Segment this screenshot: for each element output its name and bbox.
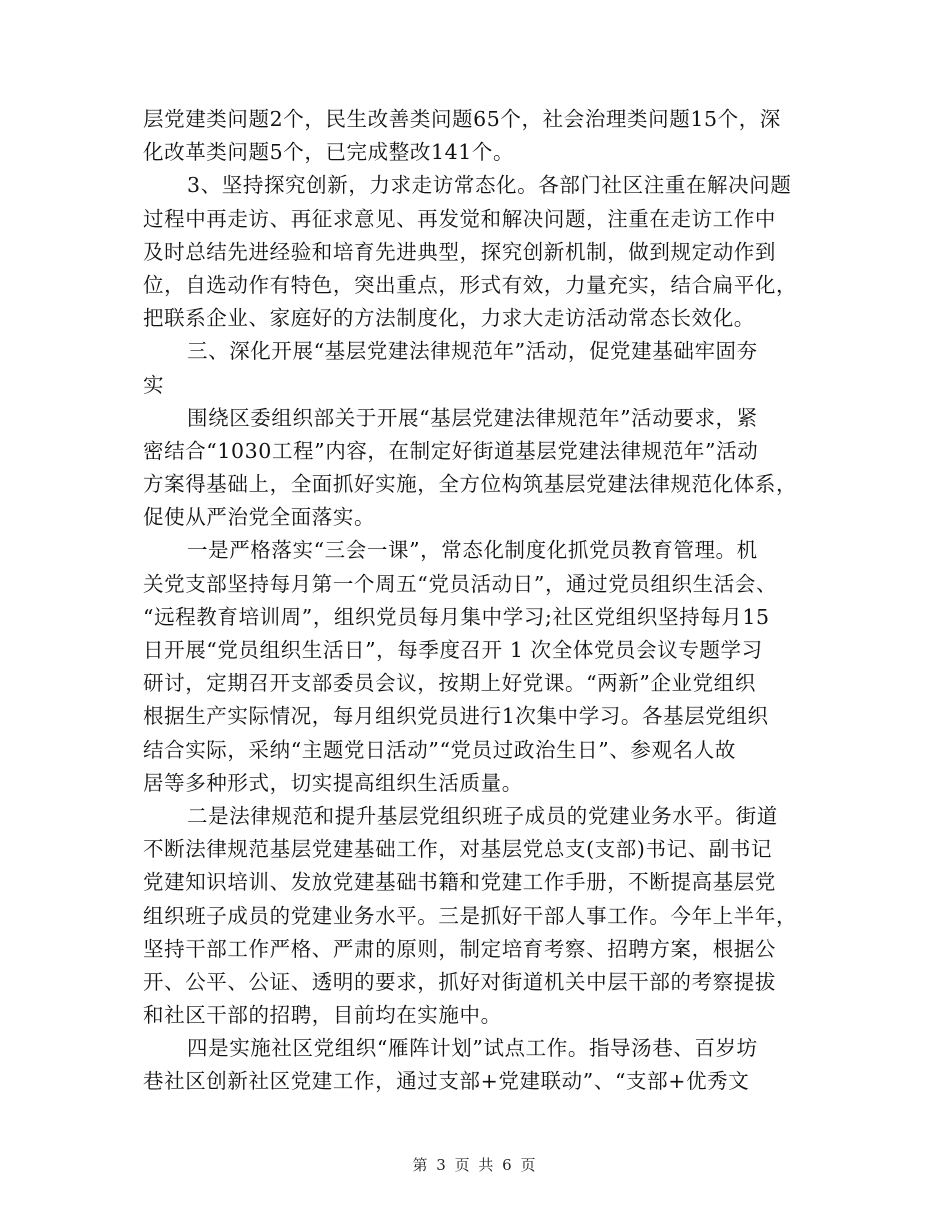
text-line: 密结合“1030工程”内容，在制定好街道基层党建法律规范年”活动 — [143, 438, 759, 463]
text-line: 促使从严治党全面落实。 — [143, 505, 376, 530]
text-line: 根据生产实际情况，每月组织党员进行1次集中学习。各基层党组织 — [143, 704, 769, 729]
text-line: 坚持干部工作严格、严肃的原则，制定培育考察、招聘方案，根据公 — [143, 936, 776, 961]
page-footer: 第 3 页 共 6 页 — [412, 1156, 538, 1174]
text-line: 化改革类问题5个，已完成整改141个。 — [143, 140, 515, 165]
text-line: 巷社区创新社区党建工作，通过支部+党建联动”、“支部+优秀文 — [143, 1069, 750, 1094]
text-line: 实 — [143, 372, 165, 397]
text-line: 层党建类问题2个，民生改善类问题65个，社会治理类问题15个，深 — [143, 107, 781, 131]
text-line: 二是法律规范和提升基层党组织班子成员的党建业务水平。街道 — [187, 803, 778, 828]
text-line: 方案得基础上，全面抓好实施，全方位构筑基层党建法律规范化体系， — [143, 472, 798, 497]
document-body — [143, 103, 807, 1099]
text-line: 结合实际，采纳“主题党日活动”“党员过政治生日”、参观名人故 — [143, 737, 736, 762]
text-line: 和社区干部的招聘，目前均在实施中。 — [143, 1003, 502, 1028]
text-line: 一是严格落实“三会一课”，常态化制度化抓党员教育管理。机 — [187, 538, 758, 563]
text-line: 位，自选动作有特色，突出重点，形式有效，力量充实，结合扁平化， — [143, 272, 798, 297]
text-line: 过程中再走访、再征求意见、再发觉和解决问题，注重在走访工作中 — [143, 206, 776, 231]
text-line: 三、深化开展“基层党建法律规范年”活动，促党建基础牢固夯 — [187, 339, 758, 364]
text-line: 关党支部坚持每月第一个周五“党员活动日”，通过党员组织生活会、 — [143, 571, 778, 596]
text-line: 3、坚持探究创新，力求走访常态化。各部门社区注重在解决问题 — [187, 173, 792, 198]
text-line: 不断法律规范基层党建基础工作，对基层党总支(支部)书记、副书记 — [143, 837, 773, 862]
text-line: 组织班子成员的党建业务水平。三是抓好干部人事工作。今年上半年， — [143, 903, 798, 928]
text-line: 把联系企业、家庭好的方法制度化，力求大走访活动常态长效化。 — [143, 306, 755, 331]
text-line: 围绕区委组织部关于开展“基层党建法律规范年”活动要求，紧 — [187, 405, 758, 430]
text-line: 及时总结先进经验和培育先进典型，探究创新机制，做到规定动作到 — [143, 239, 776, 264]
text-line: 四是实施社区党组织“雁阵计划”试点工作。指导汤巷、百岁坊 — [187, 1036, 758, 1061]
text-line: 日开展“党员组织生活日”，每季度召开 1 次全体党员会议专题学习 — [143, 638, 763, 662]
text-line: “远程教育培训周”，组织党员每月集中学习;社区党组织坚持每月15 — [143, 604, 770, 629]
text-line: 党建知识培训、发放党建基础书籍和党建工作手册，不断提高基层党 — [143, 870, 776, 895]
text-line: 研讨，定期召开支部委员会议，按期上好党课。“两新”企业党组织 — [143, 671, 756, 696]
text-line: 开、公平、公证、透明的要求，抓好对街道机关中层干部的考察提拔 — [143, 969, 776, 994]
text-line: 居等多种形式，切实提高组织生活质量。 — [143, 770, 523, 795]
